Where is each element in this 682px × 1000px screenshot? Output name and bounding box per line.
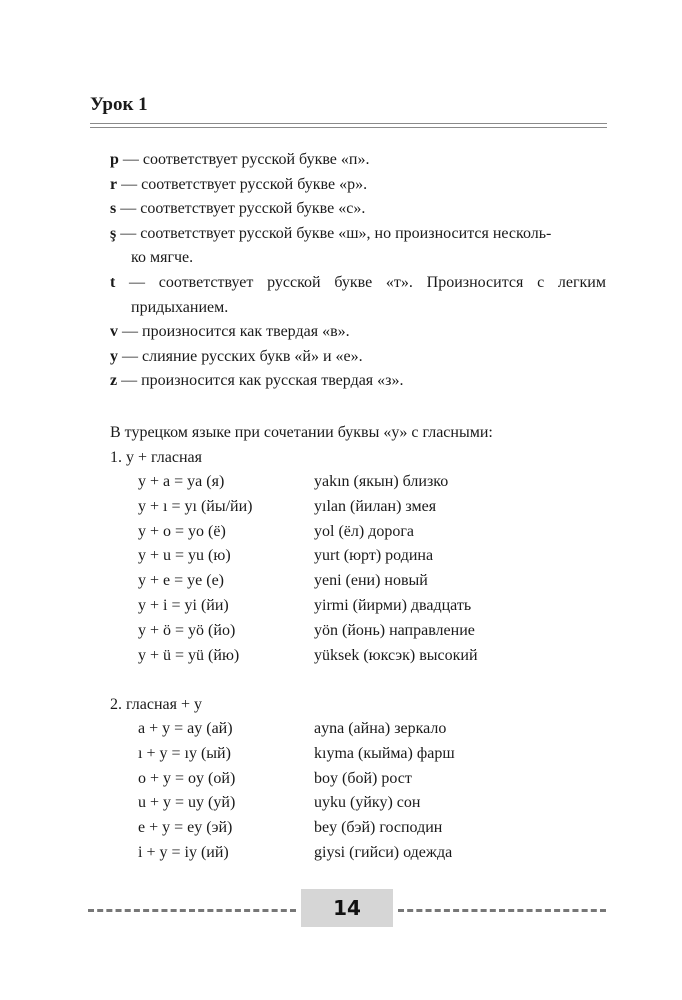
- example-cell: kıyma (кыйма) фарш: [314, 744, 455, 762]
- letter: t: [110, 273, 116, 291]
- letter-list: [110, 148, 606, 394]
- section-title-y-vowel: 1. y + гласная: [110, 449, 202, 466]
- header-rule: [90, 127, 607, 128]
- rule-cell: y + ü = yü (йю): [138, 646, 240, 664]
- letter: v: [110, 323, 118, 341]
- rule-cell: y + a = ya (я): [138, 473, 225, 490]
- example-cell: yakın (якын) близко: [314, 473, 449, 490]
- letter-description: — соответствует русской букве «р».: [117, 175, 368, 193]
- letter-item: [110, 148, 606, 173]
- letter: s: [110, 200, 117, 218]
- letter: ş: [110, 224, 117, 242]
- letter-item: [110, 345, 606, 370]
- example-cell: yön (йонь) направление: [314, 621, 475, 639]
- letter-description: — соответствует русской букве «п».: [118, 151, 370, 168]
- letter-description: — слияние русских букв «й» и «е».: [118, 347, 363, 365]
- footer-dashed-rule-right: [398, 909, 606, 912]
- letter: z: [110, 372, 118, 390]
- footer-dashed-rule-left: [88, 909, 296, 912]
- section-title-vowel-y: 2. гласная + y: [110, 696, 202, 713]
- letter-item: [110, 271, 606, 296]
- rule-cell: o + y = oy (ой): [138, 769, 236, 787]
- letter-description-continuation: ко мягче.: [131, 249, 194, 267]
- rule-cell: y + ı = yı (йы/йи): [138, 497, 253, 515]
- example-cell: yeni (ени) новый: [314, 572, 428, 590]
- letter-description: — произносится как русская твердая «з».: [117, 372, 404, 390]
- example-cell: yüksek (юксэк) высокий: [314, 646, 478, 664]
- letter-item: [110, 222, 606, 247]
- letter-description-continuation: придыханием.: [131, 298, 229, 316]
- example-cell: uyku (уйку) сон: [314, 794, 421, 812]
- example-cell: boy (бой) рост: [314, 769, 412, 787]
- rule-cell: e + y = ey (эй): [138, 819, 233, 837]
- letter-item: [110, 173, 606, 198]
- rule-cell: u + y = uy (уй): [138, 794, 236, 812]
- rule-cell: y + u = yu (ю): [138, 547, 231, 565]
- lesson-title: Урок 1: [90, 94, 148, 115]
- letter-item: [110, 320, 606, 345]
- letter-item: [110, 369, 606, 394]
- example-cell: ayna (айна) зеркало: [314, 720, 447, 737]
- letter: p: [110, 151, 119, 168]
- letter-description: — произносится как твердая «в».: [118, 323, 350, 341]
- rule-cell: a + y = ay (ай): [138, 720, 233, 737]
- example-cell: yurt (юрт) родина: [314, 547, 434, 565]
- rule-cell: y + o = yo (ё): [138, 522, 226, 540]
- rule-cell: y + i = yi (йи): [138, 596, 229, 614]
- page-number: 14: [301, 889, 393, 927]
- example-cell: giysi (гийси) одежда: [314, 843, 453, 861]
- letter: r: [110, 175, 118, 193]
- example-cell: bey (бэй) господин: [314, 819, 443, 837]
- rule-cell: y + e = ye (е): [138, 572, 225, 590]
- example-cell: yirmi (йирми) двадцать: [314, 596, 472, 614]
- letter-description: — соответствует русской букве «с».: [116, 200, 366, 218]
- letter: y: [110, 347, 118, 365]
- header-rule: [90, 123, 607, 124]
- intro-text: В турецком языке при сочетании буквы «y» с гласными:: [110, 424, 493, 441]
- rule-cell: y + ö = yö (йо): [138, 621, 236, 639]
- example-cell: yol (ёл) дорога: [314, 522, 414, 540]
- letter-description: — соответствует русской букве «ш», но произносится несколь-: [116, 224, 552, 242]
- example-cell: yılan (йилан) змея: [314, 497, 437, 515]
- rule-cell: ı + y = ıy (ый): [138, 744, 231, 762]
- rule-cell: i + y = iy (ий): [138, 843, 229, 861]
- letter-item: [110, 197, 606, 222]
- letter-description: — соответствует русской букве «т». Произносится с легким: [115, 273, 606, 291]
